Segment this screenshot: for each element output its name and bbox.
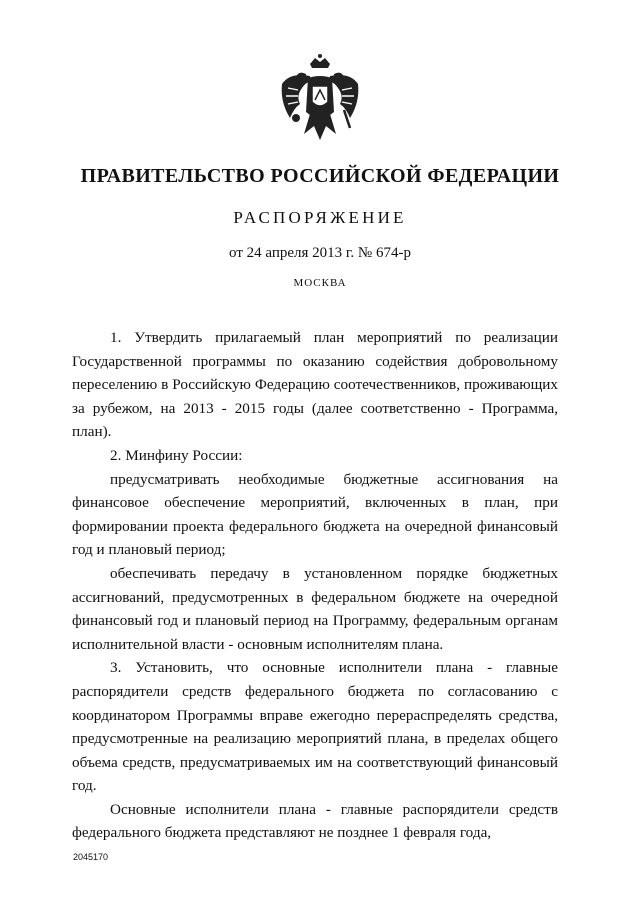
paragraph-2-sub-2: обеспечивать передачу в установленном порядке бюджетных ассигнований, предусмотренных в федеральном бюджете на очередной финансовый год и плановый период на Программу, федеральным органам исполнительной власти - основным исполнителям плана. bbox=[72, 564, 558, 653]
paragraph-2: 2. Минфину России: bbox=[110, 446, 243, 464]
organization-title: ПРАВИТЕЛЬСТВО РОССИЙСКОЙ ФЕДЕРАЦИИ bbox=[80, 165, 560, 187]
document-city: МОСКВА bbox=[293, 277, 347, 289]
document-type: РАСПОРЯЖЕНИЕ bbox=[233, 208, 407, 227]
paragraph-1: 1. Утвердить прилагаемый план мероприятий по реализации Государственной программы по оказанию содействия добровольному переселению в Российскую Федерацию соотечественников, проживающих за рубежом, на 2013 - 2015 годы (далее соответственно - Программа, план). bbox=[72, 329, 558, 441]
paragraph-3: 3. Установить, что основные исполнители плана - главные распорядители средств федерального бюджета по согласованию с координатором Программы вправе ежегодно перераспределять средства, предусмотренные на реализацию мероприятий плана, в пределах общего объема средств, предусматриваемых им на соответствующий финансовый год. bbox=[72, 659, 558, 795]
russian-coat-of-arms-icon bbox=[270, 52, 370, 152]
paragraph-3-cont: Основные исполнители плана - главные распорядители средств федерального бюджета представляют не позднее 1 февраля года, bbox=[72, 800, 558, 842]
paragraph-2-sub-1: предусматривать необходимые бюджетные ассигнования на финансовое обеспечение мероприятий, включенных в план, при формировании проекта федерального бюджета на очередной финансовый год и плановый период; bbox=[72, 470, 558, 559]
document-body bbox=[72, 326, 558, 845]
document-date-number: от 24 апреля 2013 г. № 674-р bbox=[229, 245, 411, 261]
document-code: 2045170 bbox=[73, 852, 109, 862]
